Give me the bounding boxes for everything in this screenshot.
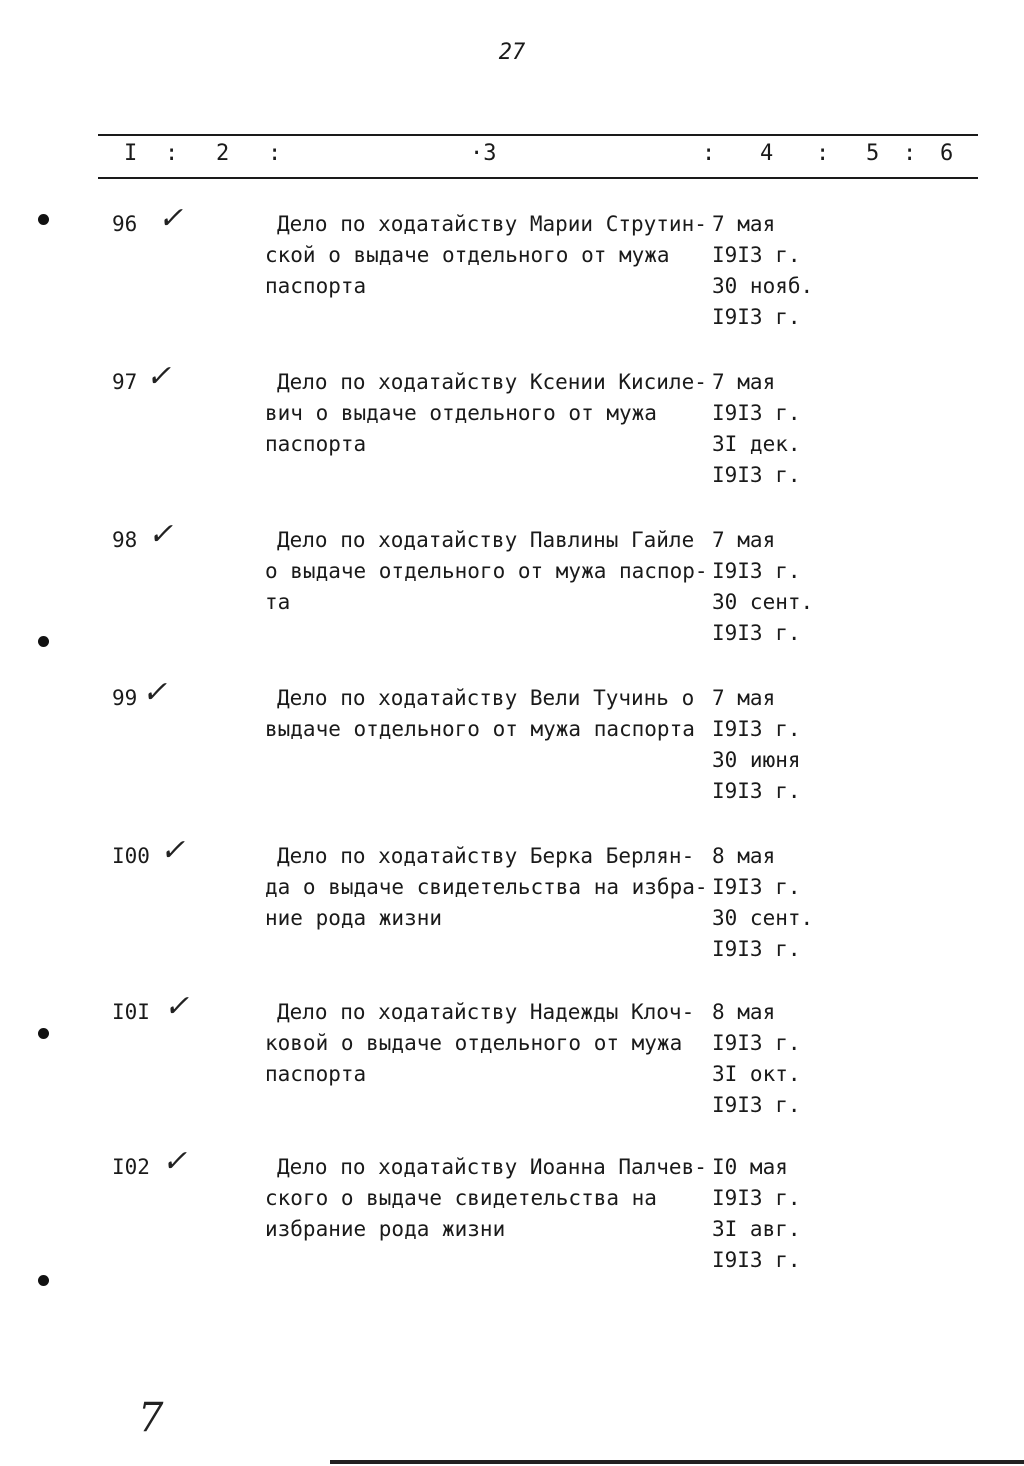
- column-separator: :: [903, 141, 917, 166]
- checkmark-icon: ✓: [160, 833, 186, 868]
- date-line: I9I3 г.: [712, 1093, 801, 1117]
- checkmark-icon: ✓: [158, 201, 184, 236]
- column-4-header: 4: [760, 141, 774, 166]
- record-description: [265, 997, 705, 1090]
- date-line: I0 мая: [712, 1155, 788, 1179]
- description-line: Дело по ходатайству Павлины Гайле: [277, 528, 695, 552]
- date-line: 7 мая: [712, 528, 776, 552]
- description-line: та: [265, 590, 291, 614]
- record-description: [265, 1152, 705, 1245]
- record-number: 96: [112, 212, 138, 236]
- description-line: паспорта: [265, 432, 367, 456]
- handwritten-mark: 7: [138, 1395, 164, 1441]
- record-number: I02: [112, 1155, 150, 1179]
- column-2-header: 2: [216, 141, 230, 166]
- checkmark-icon: ✓: [146, 359, 172, 394]
- date-line: 7 мая: [712, 212, 776, 236]
- date-line: 3I дек.: [712, 432, 801, 456]
- description-line: Дело по ходатайству Вели Тучинь о: [277, 686, 695, 710]
- description-line: избрание рода жизни: [265, 1217, 506, 1241]
- date-line: I9I3 г.: [712, 559, 801, 583]
- description-line: Дело по ходатайству Ксении Кисиле-: [277, 370, 707, 394]
- record-dates: [712, 367, 822, 491]
- column-5-header: 5: [866, 141, 880, 166]
- column-separator: :: [702, 141, 716, 166]
- description-line: о выдаче отдельного от мужа паспор-: [265, 559, 708, 583]
- description-line: Дело по ходатайству Иоанна Палчев-: [277, 1155, 707, 1179]
- date-line: 7 мая: [712, 686, 776, 710]
- record-entry: [0, 517, 1024, 655]
- column-1-header: I: [124, 141, 138, 166]
- column-3-header: ·3: [470, 141, 497, 166]
- description-line: выдаче отдельного от мужа паспорта: [265, 717, 695, 741]
- column-header-row: [0, 141, 1024, 171]
- description-line: паспорта: [265, 1062, 367, 1086]
- date-line: 30 сент.: [712, 906, 814, 930]
- record-entry: [0, 359, 1024, 497]
- date-line: I9I3 г.: [712, 621, 801, 645]
- record-entry: [0, 201, 1024, 339]
- description-line: ского о выдаче свидетельства на: [265, 1186, 657, 1210]
- date-line: I9I3 г.: [712, 243, 801, 267]
- date-line: I9I3 г.: [712, 1186, 801, 1210]
- date-line: 30 нояб.: [712, 274, 814, 298]
- record-description: [265, 683, 705, 745]
- date-line: I9I3 г.: [712, 305, 801, 329]
- date-line: 30 сент.: [712, 590, 814, 614]
- date-line: 8 мая: [712, 844, 776, 868]
- binding-hole: [38, 636, 49, 647]
- record-dates: [712, 841, 822, 965]
- page-edge-line: [330, 1460, 1024, 1464]
- date-line: 7 мая: [712, 370, 776, 394]
- record-number: 98: [112, 528, 138, 552]
- checkmark-icon: ✓: [162, 1144, 188, 1179]
- record-description: [265, 209, 705, 302]
- record-description: [265, 367, 705, 460]
- column-6-header: 6: [940, 141, 954, 166]
- description-line: ковой о выдаче отдельного от мужа: [265, 1031, 683, 1055]
- date-line: I9I3 г.: [712, 1248, 801, 1272]
- record-dates: [712, 997, 822, 1121]
- description-line: Дело по ходатайству Берка Берлян-: [277, 844, 695, 868]
- date-line: I9I3 г.: [712, 875, 801, 899]
- record-entry: [0, 1144, 1024, 1282]
- date-line: I9I3 г.: [712, 717, 801, 741]
- checkmark-icon: ✓: [164, 989, 190, 1024]
- date-line: 3I окт.: [712, 1062, 801, 1086]
- date-line: I9I3 г.: [712, 779, 801, 803]
- date-line: I9I3 г.: [712, 401, 801, 425]
- column-separator: :: [816, 141, 830, 166]
- record-dates: [712, 209, 822, 333]
- record-number: I00: [112, 844, 150, 868]
- column-separator: :: [165, 141, 179, 166]
- record-entry: [0, 675, 1024, 813]
- header-top-rule: [98, 134, 978, 136]
- header-bottom-rule: [98, 177, 978, 179]
- date-line: 30 июня: [712, 748, 801, 772]
- description-line: ской о выдаче отдельного от мужа: [265, 243, 670, 267]
- record-entry: [0, 989, 1024, 1127]
- binding-hole: [38, 1028, 49, 1039]
- date-line: 3I авг.: [712, 1217, 801, 1241]
- date-line: I9I3 г.: [712, 937, 801, 961]
- checkmark-icon: ✓: [148, 517, 174, 552]
- record-description: [265, 841, 708, 934]
- column-separator: :: [268, 141, 282, 166]
- description-line: да о выдаче свидетельства на избра-: [265, 875, 708, 899]
- record-dates: [712, 525, 822, 649]
- date-line: 8 мая: [712, 1000, 776, 1024]
- page-number: 27: [498, 40, 526, 65]
- description-line: ние рода жизни: [265, 906, 443, 930]
- binding-hole: [38, 1275, 49, 1286]
- record-dates: [712, 1152, 822, 1276]
- date-line: I9I3 г.: [712, 463, 801, 487]
- record-dates: [712, 683, 822, 807]
- record-number: I0I: [112, 1000, 150, 1024]
- record-description: [265, 525, 708, 618]
- binding-hole: [38, 214, 49, 225]
- description-line: Дело по ходатайству Марии Струтин-: [277, 212, 707, 236]
- description-line: вич о выдаче отдельного от мужа: [265, 401, 657, 425]
- record-number: 99: [112, 686, 138, 710]
- record-number: 97: [112, 370, 138, 394]
- checkmark-icon: ✓: [142, 675, 168, 710]
- description-line: Дело по ходатайству Надежды Клоч-: [277, 1000, 695, 1024]
- description-line: паспорта: [265, 274, 367, 298]
- date-line: I9I3 г.: [712, 1031, 801, 1055]
- record-entry: [0, 833, 1024, 971]
